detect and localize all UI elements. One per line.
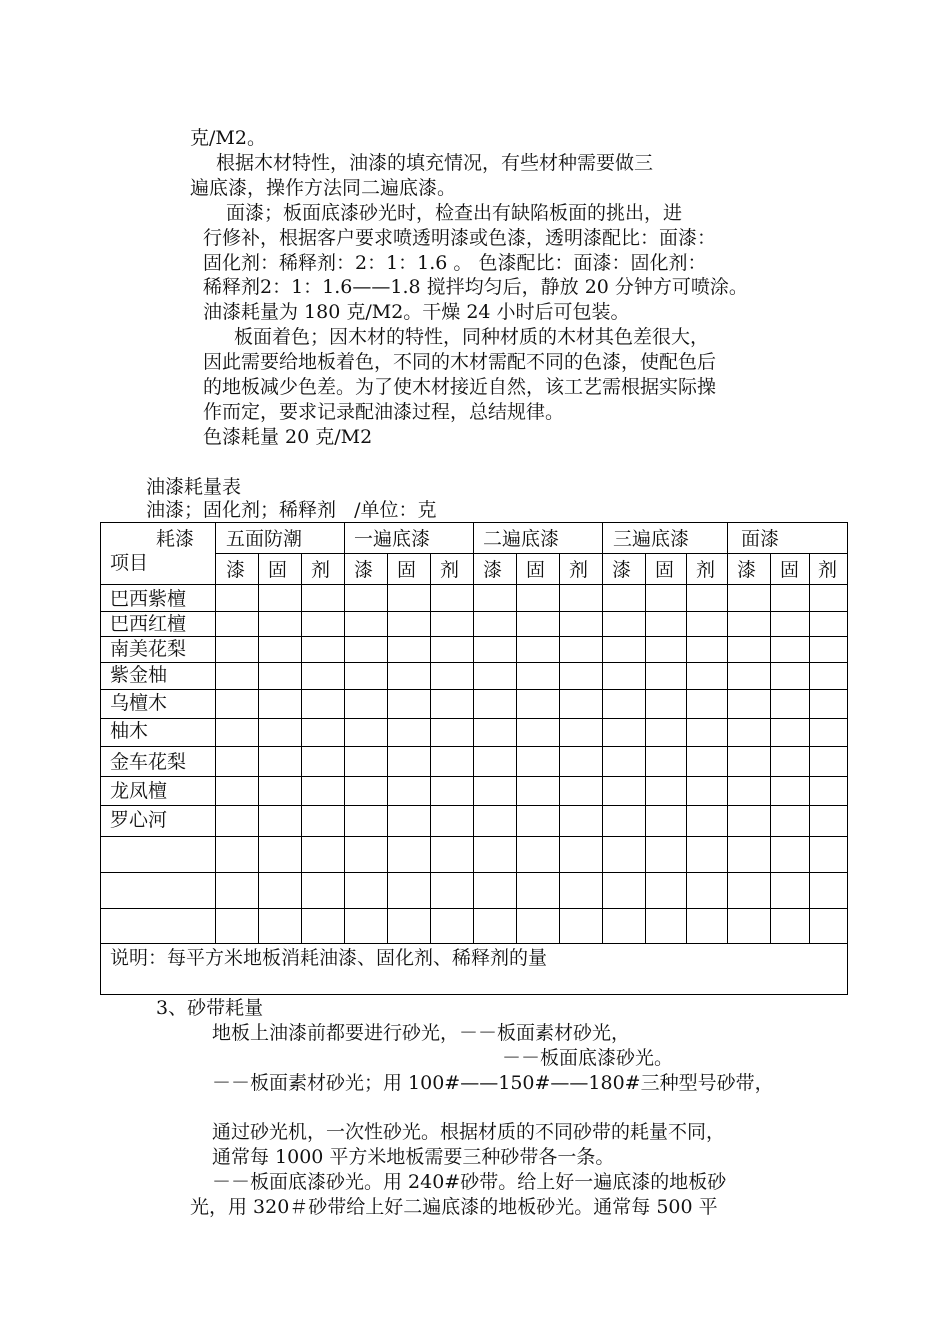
paragraph-line: 板面着色；因木材的特性，同种材质的木材其色差很大， [234, 326, 710, 348]
paragraph-line: 油漆耗量为 180 克/M2。干燥 24 小时后可包装。 [203, 301, 630, 323]
table-row-label: 紫金柚 [110, 664, 168, 686]
sub-header-thinner: 剂 [818, 559, 838, 581]
stage-header: 二遍底漆 [483, 528, 560, 550]
paragraph-line: 克/M2。 [190, 127, 266, 149]
sub-header-paint: 漆 [612, 559, 632, 581]
paragraph-line: －－板面底漆砂光。 [502, 1047, 674, 1069]
paragraph-line: 色漆耗量 20 克/M2 [203, 426, 373, 448]
paragraph-line: 遍底漆，操作方法同二遍底漆。 [190, 177, 457, 199]
table-row-label: 罗心河 [110, 809, 168, 831]
table-subtitle: 油漆；固化剂；稀释剂 /单位：克 [146, 499, 437, 521]
paragraph-line: 地板上油漆前都要进行砂光，－－板面素材砂光， [212, 1022, 631, 1044]
table-row-label: 柚木 [110, 720, 149, 742]
sub-header-hardener: 固 [526, 559, 546, 581]
paragraph-line: －－板面底漆砂光。用 240#砂带。给上好一遍底漆的地板砂 [212, 1171, 727, 1193]
sub-header-paint: 漆 [226, 559, 246, 581]
stage-header: 一遍底漆 [354, 528, 431, 550]
sub-header-paint: 漆 [354, 559, 374, 581]
paragraph-line: 的地板减少色差。为了使木材接近自然，该工艺需根据实际操 [203, 376, 717, 398]
paragraph-line: 面漆；板面底漆砂光时，检查出有缺陷板面的挑出，进 [226, 202, 683, 224]
sub-header-hardener: 固 [780, 559, 800, 581]
paragraph-line: 根据木材特性，油漆的填充情况，有些材种需要做三 [216, 152, 654, 174]
sub-header-thinner: 剂 [311, 559, 331, 581]
table-row-label: 巴西紫檀 [110, 588, 187, 610]
paragraph-line: 作而定，要求记录配油漆过程，总结规律。 [203, 401, 565, 423]
table-row-label: 乌檀木 [110, 692, 168, 714]
table-row-label: 金车花梨 [110, 751, 187, 773]
sub-header-paint: 漆 [737, 559, 757, 581]
sub-header-hardener: 固 [397, 559, 417, 581]
paragraph-line: 行修补，根据客户要求喷透明漆或色漆，透明漆配比：面漆： [203, 227, 717, 249]
section-heading: 3、砂带耗量 [156, 997, 264, 1019]
table-row-label: 巴西红檀 [110, 613, 187, 635]
paragraph-line: 光，用 320＃砂带给上好二遍底漆的地板砂光。通常每 500 平 [190, 1196, 718, 1218]
stage-header: 三遍底漆 [613, 528, 690, 550]
paragraph-line: －－板面素材砂光；用 100#——150#——180#三种型号砂带， [212, 1072, 774, 1094]
sub-header-thinner: 剂 [696, 559, 716, 581]
table-note: 说明：每平方米地板消耗油漆、固化剂、稀释剂的量 [110, 947, 548, 969]
sub-header-thinner: 剂 [569, 559, 589, 581]
stage-header: 五面防潮 [226, 528, 303, 550]
sub-header-hardener: 固 [268, 559, 288, 581]
paragraph-line: 通过砂光机，一次性砂光。根据材质的不同砂带的耗量不同， [212, 1121, 726, 1143]
paragraph-line: 固化剂：稀释剂：2：1：1.6 。 色漆配比：面漆：固化剂： [203, 252, 707, 274]
sub-header-thinner: 剂 [440, 559, 460, 581]
table-corner-top: 耗漆 [156, 528, 195, 550]
sub-header-hardener: 固 [655, 559, 675, 581]
table-corner-bottom: 项目 [110, 552, 149, 574]
stage-header: 面漆 [741, 528, 780, 550]
sub-header-paint: 漆 [483, 559, 503, 581]
table-title: 油漆耗量表 [146, 476, 242, 498]
paragraph-line: 因此需要给地板着色，不同的木材需配不同的色漆，使配色后 [203, 351, 717, 373]
table-row-label: 龙凤檀 [110, 780, 168, 802]
paragraph-line: 通常每 1000 平方米地板需要三种砂带各一条。 [212, 1146, 615, 1168]
paragraph-line: 稀释剂2：1：1.6——1.8 搅拌均匀后，静放 20 分钟方可喷涂。 [203, 276, 748, 298]
table-row-label: 南美花梨 [110, 638, 187, 660]
